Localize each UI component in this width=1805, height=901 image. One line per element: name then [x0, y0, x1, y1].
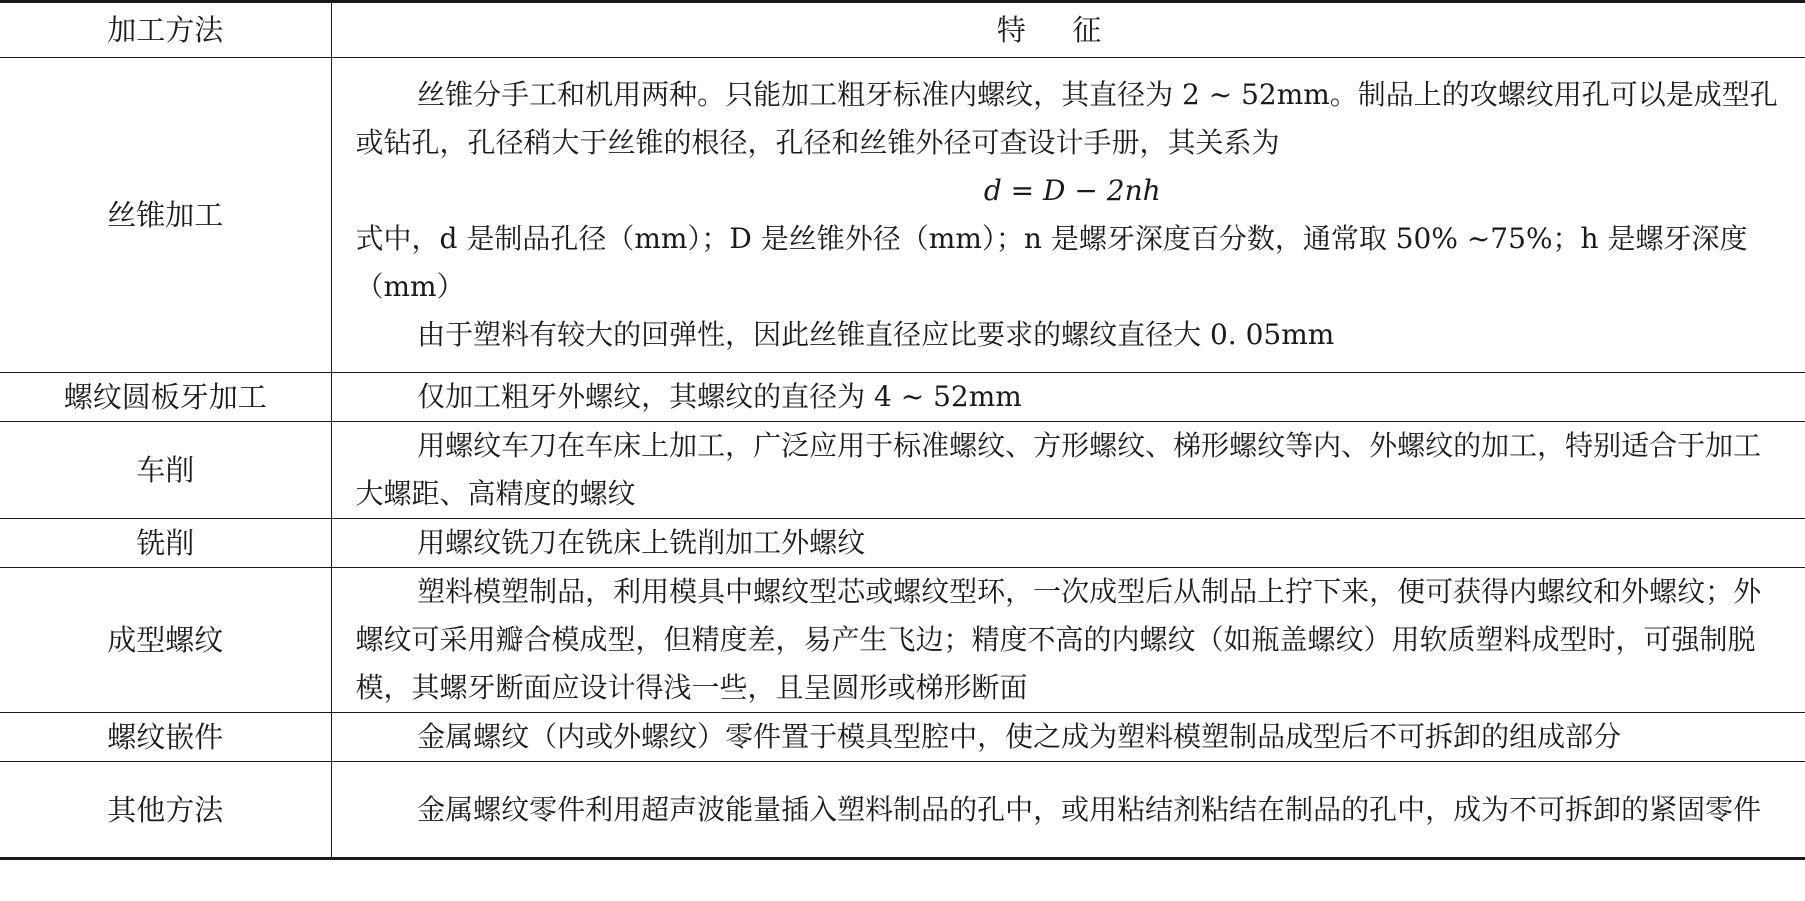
table-row	[0, 422, 1805, 519]
feature-cell	[331, 422, 1805, 519]
table-row	[0, 568, 1805, 713]
table-row	[0, 519, 1805, 568]
feature-paragraph: 金属螺纹（内或外螺纹）零件置于模具型腔中，使之成为塑料模塑制品成型后不可拆卸的组成部分	[417, 720, 1622, 753]
method-cell: 丝锥加工	[0, 58, 331, 373]
feature-cell	[331, 519, 1805, 568]
table-row	[0, 373, 1805, 422]
header-method: 加工方法	[0, 2, 331, 58]
header-row	[0, 2, 1805, 58]
feature-cell	[331, 762, 1805, 859]
feature-cell	[331, 373, 1805, 422]
method-cell: 成型螺纹	[0, 568, 331, 713]
formula: d = D − 2nh	[983, 174, 1161, 207]
method-cell: 车削	[0, 422, 331, 519]
feature-cell	[331, 568, 1805, 713]
feature-paragraph: 仅加工粗牙外螺纹，其螺纹的直径为 4 ~ 52mm	[417, 380, 1022, 413]
header-feature: 特征	[331, 2, 1805, 58]
method-cell: 其他方法	[0, 762, 331, 859]
feature-cell	[331, 713, 1805, 762]
table-row	[0, 713, 1805, 762]
feature-paragraph: 丝锥分手工和机用两种。只能加工粗牙标准内螺纹，其直径为 2 ~ 52mm。制品上的攻螺纹用孔可以是成型孔或钻孔，孔径稍大于丝锥的根径，孔径和丝锥外径可查设计手册，其关系为	[355, 78, 1778, 159]
method-cell: 铣削	[0, 519, 331, 568]
feature-paragraph: 用螺纹车刀在车床上加工，广泛应用于标准螺纹、方形螺纹、梯形螺纹等内、外螺纹的加工，特别适合于加工大螺距、高精度的螺纹	[355, 429, 1762, 510]
feature-cell	[331, 58, 1805, 373]
feature-paragraph: 塑料模塑制品，利用模具中螺纹型芯或螺纹型环，一次成型后从制品上拧下来，便可获得内螺纹和外螺纹；外螺纹可采用瓣合模成型，但精度差，易产生飞边；精度不高的内螺纹（如瓶盖螺纹）用软质塑料成型时，可强制脱模，其螺牙断面应设计得浅一些，且呈圆形或梯形断面	[355, 575, 1762, 704]
feature-paragraph: 式中，d 是制品孔径（mm）；D 是丝锥外径（mm）；n 是螺牙深度百分数，通常取 50% ~75%；h 是螺牙深度（mm）	[355, 222, 1748, 303]
feature-paragraph: 用螺纹铣刀在铣床上铣削加工外螺纹	[417, 526, 866, 559]
table-row	[0, 58, 1805, 373]
method-cell: 螺纹嵌件	[0, 713, 331, 762]
feature-paragraph: 金属螺纹零件利用超声波能量插入塑料制品的孔中，或用粘结剂粘结在制品的孔中，成为不可拆卸的紧固零件	[417, 792, 1762, 826]
table-row	[0, 762, 1805, 859]
method-cell: 螺纹圆板牙加工	[0, 373, 331, 422]
feature-paragraph: 由于塑料有较大的回弹性，因此丝锥直径应比要求的螺纹直径大 0. 05mm	[417, 318, 1335, 351]
